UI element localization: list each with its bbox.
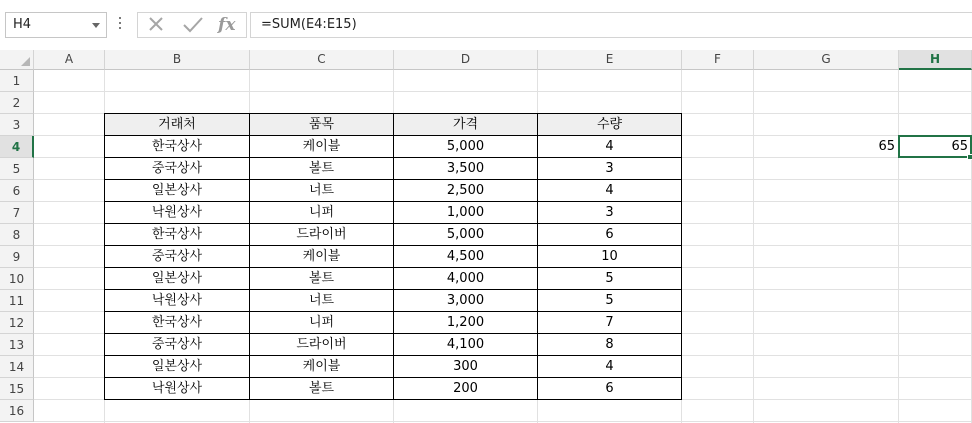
table-cell[interactable]: 4 [538,180,682,202]
row-header-4[interactable]: 4 [0,136,34,158]
table-cell[interactable]: 5,000 [394,224,538,246]
column-header-d[interactable]: D [394,50,538,70]
column-header-b[interactable]: B [105,50,250,70]
table-cell[interactable]: 니퍼 [250,202,394,224]
row-header-10[interactable]: 10 [0,268,34,290]
table-cell[interactable]: 한국상사 [104,312,250,334]
row-header-3[interactable]: 3 [0,114,34,136]
row-header-6[interactable]: 6 [0,180,34,202]
table-cell[interactable]: 케이블 [250,246,394,268]
table-cell[interactable]: 1,200 [394,312,538,334]
row-header-11[interactable]: 11 [0,290,34,312]
table-cell[interactable]: 8 [538,334,682,356]
formula-text: =SUM(E4:E15) [261,17,357,32]
table-header-cell[interactable]: 수량 [538,113,682,136]
table-cell[interactable]: 1,000 [394,202,538,224]
table-cell[interactable]: 일본상사 [104,180,250,202]
table-cell[interactable]: 일본상사 [104,268,250,290]
table-cell[interactable]: 볼트 [250,158,394,180]
row-header-15[interactable]: 15 [0,378,34,400]
table-cell[interactable]: 4 [538,136,682,158]
column-header-h[interactable]: H [899,50,972,70]
column-header-f[interactable]: F [682,50,754,70]
table-cell[interactable]: 6 [538,378,682,400]
gridline-horizontal [34,91,972,92]
formula-bar [0,0,972,50]
active-cell-border [898,135,972,158]
fill-handle[interactable] [967,154,972,160]
enter-check-icon[interactable] [176,13,210,37]
table-cell[interactable]: 볼트 [250,378,394,400]
table-header-cell[interactable]: 가격 [394,113,538,136]
row-header-14[interactable]: 14 [0,356,34,378]
row-header-8[interactable]: 8 [0,224,34,246]
table-cell[interactable]: 볼트 [250,268,394,290]
cell-h4[interactable]: 65 [951,139,968,154]
table-cell[interactable]: 낙원상사 [104,378,250,400]
table-cell[interactable]: 10 [538,246,682,268]
fx-label: fx [218,15,236,35]
table-cell[interactable]: 중국상사 [104,334,250,356]
table-cell[interactable]: 낙원상사 [104,202,250,224]
table-cell[interactable]: 중국상사 [104,158,250,180]
cancel-icon[interactable] [140,13,174,37]
table-cell[interactable]: 3,500 [394,158,538,180]
table-cell[interactable]: 3 [538,202,682,224]
table-cell[interactable]: 너트 [250,290,394,312]
cell-g4[interactable]: 65 [878,139,895,154]
table-cell[interactable]: 너트 [250,180,394,202]
table-cell[interactable]: 케이블 [250,356,394,378]
table-cell[interactable]: 4 [538,356,682,378]
row-header-9[interactable]: 9 [0,246,34,268]
gridline-vertical [898,70,899,423]
table-cell[interactable]: 한국상사 [104,224,250,246]
formula-input[interactable] [250,12,972,38]
table-cell[interactable]: 케이블 [250,136,394,158]
gridline-horizontal [34,421,972,422]
table-cell[interactable]: 한국상사 [104,136,250,158]
table-cell[interactable]: 5,000 [394,136,538,158]
table-cell[interactable]: 3 [538,158,682,180]
row-header-2[interactable]: 2 [0,92,34,114]
table-cell[interactable]: 200 [394,378,538,400]
name-box-value: H4 [13,17,32,32]
table-cell[interactable]: 7 [538,312,682,334]
row-header-16[interactable]: 16 [0,400,34,422]
column-header-a[interactable]: A [34,50,105,70]
table-cell[interactable]: 드라이버 [250,334,394,356]
row-header-13[interactable]: 13 [0,334,34,356]
row-header-1[interactable]: 1 [0,70,34,92]
worksheet-grid[interactable] [0,50,972,423]
table-cell[interactable]: 6 [538,224,682,246]
column-header-g[interactable]: G [754,50,899,70]
table-cell[interactable]: 니퍼 [250,312,394,334]
row-header-7[interactable]: 7 [0,202,34,224]
row-header-12[interactable]: 12 [0,312,34,334]
table-cell[interactable]: 5 [538,268,682,290]
table-cell[interactable]: 4,000 [394,268,538,290]
table-cell[interactable]: 낙원상사 [104,290,250,312]
insert-function-icon[interactable] [210,13,244,37]
table-cell[interactable]: 4,100 [394,334,538,356]
table-cell[interactable]: 3,000 [394,290,538,312]
formula-bar-buttons [137,12,247,38]
select-all-button[interactable] [0,50,34,70]
table-cell[interactable]: 일본상사 [104,356,250,378]
name-box-dropdown-icon[interactable] [92,23,100,28]
name-box[interactable] [5,12,107,38]
column-header-c[interactable]: C [250,50,394,70]
table-cell[interactable]: 중국상사 [104,246,250,268]
table-cell[interactable]: 4,500 [394,246,538,268]
table-cell[interactable]: 드라이버 [250,224,394,246]
table-cell[interactable]: 5 [538,290,682,312]
table-cell[interactable]: 300 [394,356,538,378]
column-header-e[interactable]: E [538,50,682,70]
table-header-cell[interactable]: 품목 [250,113,394,136]
formula-bar-resize-handle[interactable] [118,15,122,33]
row-header-5[interactable]: 5 [0,158,34,180]
table-cell[interactable]: 2,500 [394,180,538,202]
gridline-vertical [753,70,754,423]
table-header-cell[interactable]: 거래처 [104,113,250,136]
